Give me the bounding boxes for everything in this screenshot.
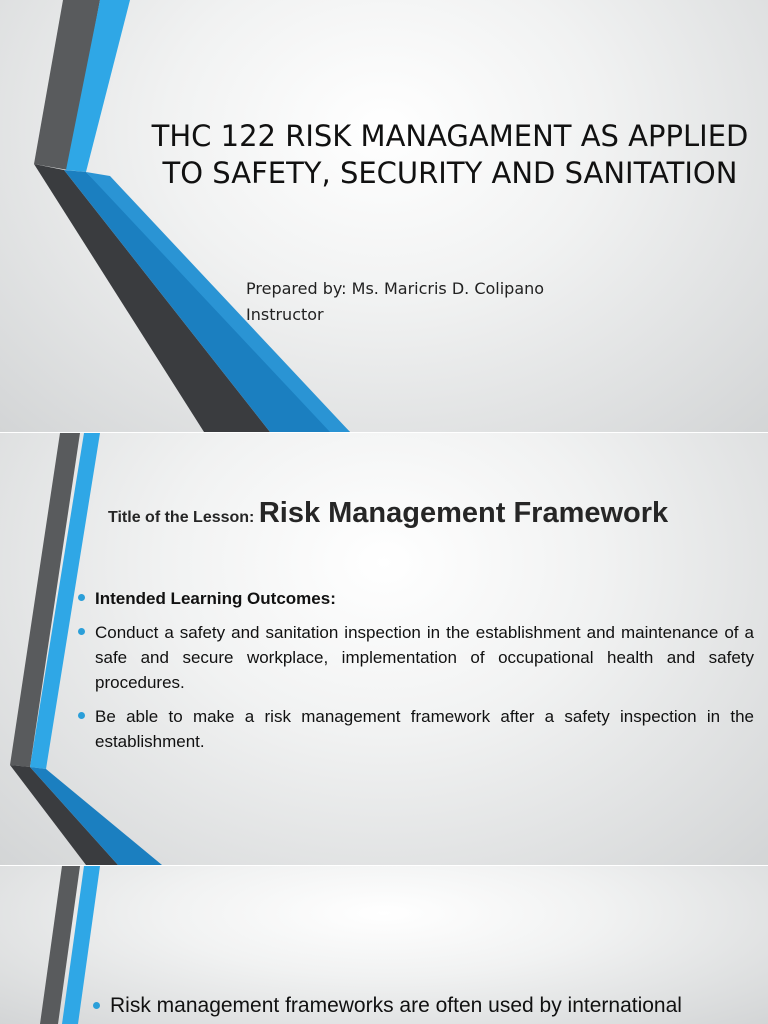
- presentation-title: THC 122 RISK MANAGAMENT AS APPLIED TO SAFETY, SECURITY AND SANITATION: [151, 119, 749, 190]
- list-item: Conduct a safety and sanitation inspection in the establishment and maintenance of a safe and secure workplace, implementation of occupational health and safety procedures.: [95, 620, 754, 695]
- presenter-info: [246, 276, 726, 328]
- lesson-title-main: Risk Management Framework: [258, 497, 669, 529]
- gray-stripe-bottom: [10, 765, 118, 865]
- presenter-role: Instructor: [246, 305, 324, 324]
- lesson-title: [108, 497, 748, 530]
- content-bullet-list: [110, 992, 750, 1020]
- list-item: Be able to make a risk management framework after a safety inspection in the establishment.: [95, 704, 754, 754]
- lesson-title-prefix: Title of the Lesson:: [108, 509, 259, 526]
- slide-decoration: [0, 0, 768, 432]
- list-item: Intended Learning Outcomes:: [95, 586, 754, 611]
- gray-stripe-bottom: [34, 164, 270, 432]
- learning-outcomes-list: [95, 586, 754, 763]
- prepared-by: Prepared by: Ms. Maricris D. Colipano: [246, 279, 545, 298]
- title-slide: [0, 0, 768, 432]
- list-item: Risk management frameworks are often used by international: [110, 992, 750, 1020]
